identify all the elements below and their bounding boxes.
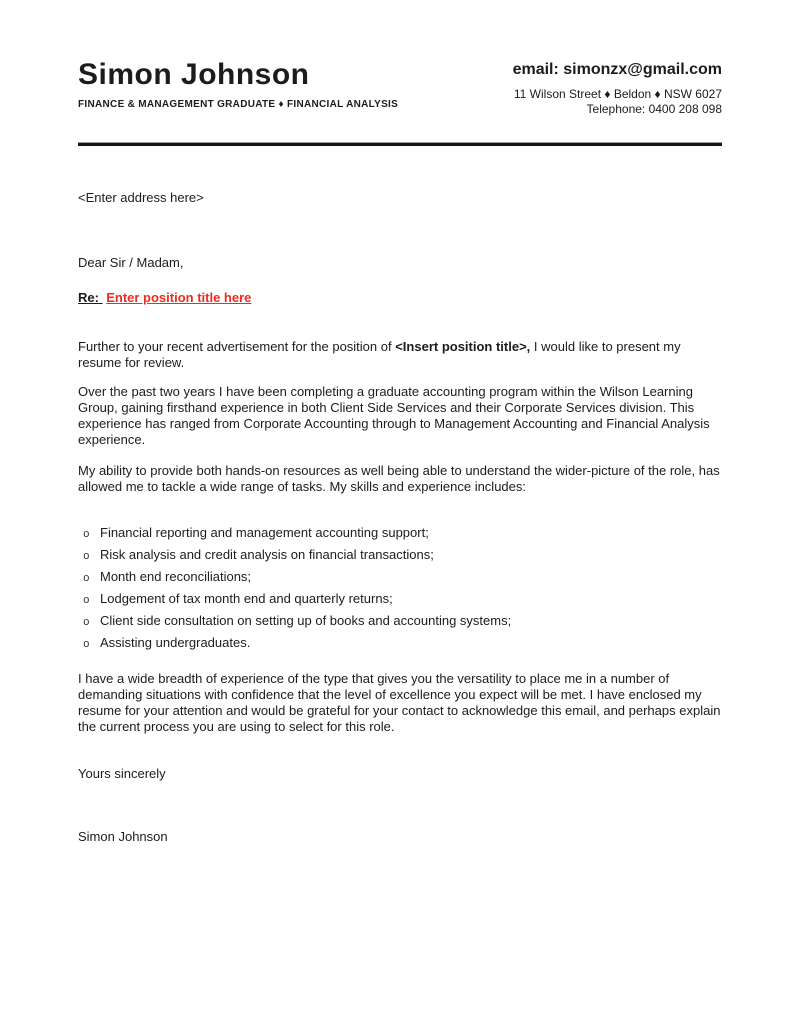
header-identity (78, 60, 398, 110)
paragraph-experience: Over the past two years I have been completing a graduate accounting program within the Wilson Learning Group, gaining firsthand experience in both Client Side Services and their Corporate Services division. This experience has ranged from Corporate Accounting through to Management Accounting and Financial Analysis experience. (78, 384, 710, 447)
list-item-text: Financial reporting and management accounting support; (100, 525, 429, 540)
contact-email: email: simonzx@gmail.com (512, 61, 722, 78)
list-item (78, 633, 722, 655)
letter-header (78, 60, 722, 116)
bullet-marker: o (83, 595, 90, 607)
paragraph-intro-start: Further to your recent advertisement for the position of (78, 339, 396, 354)
list-item (78, 523, 722, 545)
contact-address: 11 Wilson Street ♦ Beldon ♦ NSW 6027 (513, 87, 722, 101)
paragraph-intro (78, 339, 722, 371)
subject-gap (99, 290, 103, 305)
salutation: Dear Sir / Madam, (78, 255, 184, 270)
list-item-text: Assisting undergraduates. (100, 635, 251, 650)
paragraph-closing-pitch: I have a wide breadth of experience of the type that gives you the versatility to place me in a number of demanding situations with confidence that the level of excellence you expect will be met. I have enclosed my resume for your attention and would be grateful for your contact to acknowledge this email, and perhaps explain the current process you are using to select for this role. (78, 671, 721, 734)
bullet-marker: o (83, 573, 90, 585)
author-name: Simon Johnson (78, 58, 310, 91)
bullet-marker: o (83, 529, 90, 541)
subject-title-placeholder: Enter position title here (106, 290, 252, 305)
contact-telephone: Telephone: 0400 208 098 (586, 102, 722, 116)
list-item (78, 567, 722, 589)
bullet-marker: o (83, 639, 90, 651)
list-item (78, 545, 722, 567)
list-item (78, 611, 722, 633)
recipient-address-placeholder: <Enter address here> (78, 190, 204, 205)
header-divider (78, 142, 722, 146)
author-tagline: FINANCE & MANAGEMENT GRADUATE ♦ FINANCIAL ANALYSIS (78, 99, 399, 110)
paragraph-skills-lead: My ability to provide both hands-on resources as well being able to understand the wider-picture of the role, has allowed me to tackle a wide range of tasks. My skills and experience includes: (78, 463, 720, 494)
list-item-text: Month end reconciliations; (100, 569, 252, 584)
list-item-text: Client side consultation on setting up of books and accounting systems; (100, 613, 512, 628)
list-item (78, 589, 722, 611)
bullet-marker: o (83, 617, 90, 629)
subject-label: Re: (78, 290, 99, 305)
bullet-marker: o (83, 551, 90, 563)
list-item-text: Risk analysis and credit analysis on financial transactions; (100, 547, 434, 562)
subject-line (78, 290, 722, 306)
position-title-placeholder: <Insert position title>, (395, 339, 531, 354)
contact-block (513, 60, 722, 116)
list-item-text: Lodgement of tax month end and quarterly returns; (100, 591, 393, 606)
closing-salutation: Yours sincerely (78, 766, 166, 781)
letter-body (78, 190, 722, 845)
skills-list (78, 523, 722, 655)
paragraph-intro-end: I would like to present my resume for review. (78, 339, 681, 370)
signature-name: Simon Johnson (78, 829, 168, 844)
